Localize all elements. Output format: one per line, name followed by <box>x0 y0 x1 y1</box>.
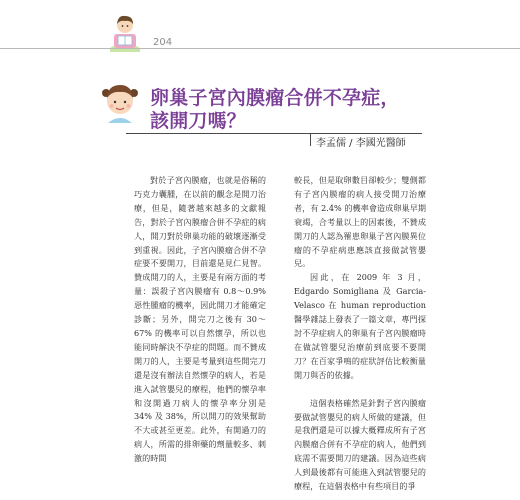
title-line-2: 該開刀嗎？ <box>150 110 247 132</box>
left-text-column <box>134 174 266 466</box>
title-line-1: 卵巢子宮內膜瘤合併不孕症， <box>150 87 400 109</box>
paragraph-spacer <box>294 383 426 397</box>
body-paragraph: 因此，在 2009 年 3 月，Edgardo Somigliana 及 Garcia-Velasco 在 human reproduction 醫學雜誌上發表了一篇文章，專門探討不孕症病人的卵巢有子宮內膜瘤時在做試管嬰兒治療前到底要不要開刀？在百家爭鳴的症狀評估比較衡量開刀與否的依據。 <box>294 272 426 380</box>
girl-with-pigtails-icon <box>100 79 140 123</box>
page-number: 204 <box>153 37 173 48</box>
body-paragraph: 對於子宮內膜瘤，也就是俗稱的巧克力囊腫，在以前的觀念是開刀治療，但是，隨著越來越多的文獻報告，對於子宮內膜瘤合併不孕症的病人，開刀對於卵巢功能的破壞逐漸受到重視。因此，子宮內膜瘤合併不孕症要不要開刀，目前還是見仁見智。贊成開刀的人，主要是有兩方面的考量：誤殺子宮內膜瘤有 0.8～0.9% 惡性腫瘤的機率，因此開刀才能確定診斷；另外，開完刀之後有 30～67% 的機率可以自然懷孕，所以也能同時解決不孕症的問題。而不贊成開刀的人，主要是考量到這些開完刀還是沒有辦法自然懷孕的病人，若是進入試管嬰兒的療程，他們的懷孕率和沒開過刀病人的懷孕率分別是 34% 及 38%，所以開刀的效果幫助不大或甚至更差。此外，有開過刀的病人，所需的排卵藥的劑量較多、刺激的時間 <box>134 175 266 464</box>
header-divider <box>0 48 520 49</box>
byline-tick-mark <box>310 133 311 146</box>
body-paragraph: 較長，但是取卵數目卻較少；雙側都有子宮內膜瘤的病人接受開刀治療者，有 2.4% 的機率會造成卵巢早期衰竭，合考量以上的因素後，不贊成開刀的人認為罹患卵巢子宮內膜異位瘤的不孕症病患應該直接做試管嬰兒。 <box>294 175 426 269</box>
body-paragraph: 這個表格確然是針對子宮內膜瘤要做試管嬰兒的病人所做的建議，但是我們還是可以據大概釋成所有子宮內膜瘤合併有不孕症的病人，他們到底需不需要開刀的建議。因為這些病人到最後都有可能進入到試管嬰兒的療程，在這個表格中有些項目的爭 <box>294 397 426 492</box>
right-text-column <box>294 174 426 494</box>
page-header <box>0 0 520 60</box>
article-title <box>150 87 400 133</box>
girl-reading-book-illustration <box>104 12 146 52</box>
article-byline: 李孟儒 / 李國光醫師 <box>316 138 406 149</box>
